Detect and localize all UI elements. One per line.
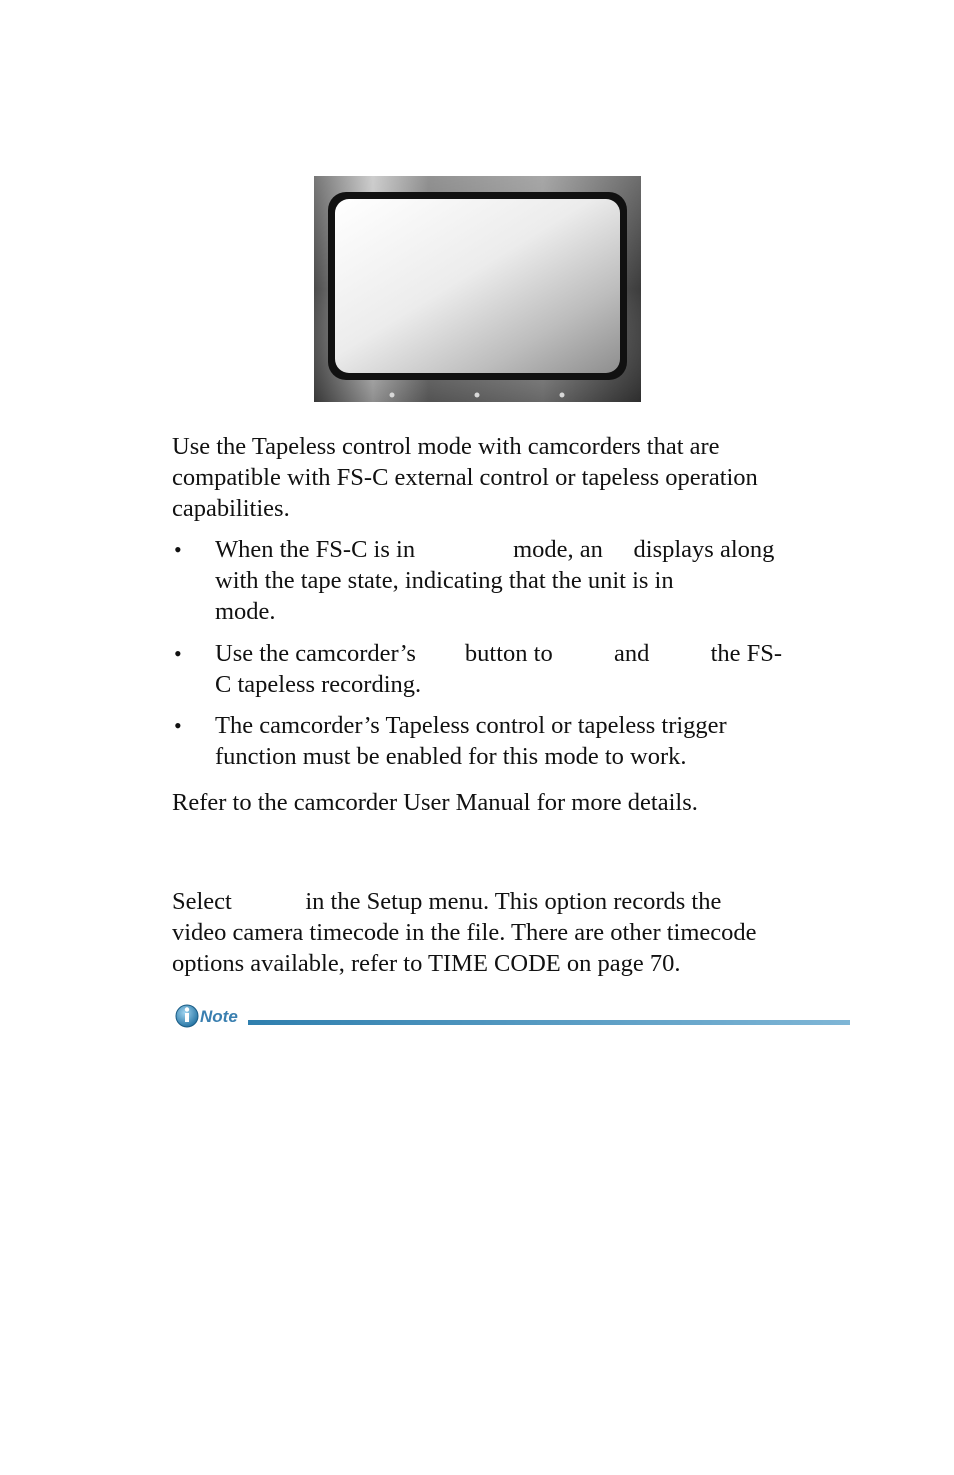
timecode-line: options available, refer to TIME CODE on page 70. (172, 950, 681, 977)
info-icon (176, 1005, 198, 1027)
refer-text: Refer to the camcorder User Manual for more details. (172, 789, 698, 816)
bullet-text (215, 638, 870, 700)
refer-paragraph (172, 787, 872, 818)
bullet-line: When the FS-C is in mode, an displays along (215, 536, 775, 563)
bullet-line: C tapeless recording. (215, 671, 422, 698)
bullet-line: Use the camcorder’s button to and the FS- (215, 640, 783, 667)
camcorder-screen-illustration (314, 176, 641, 402)
intro-line: capabilities. (172, 495, 290, 522)
note-rule (248, 1020, 850, 1025)
bullet-line: with the tape state, indicating that the unit is in (215, 567, 674, 594)
timecode-paragraph (172, 886, 872, 979)
intro-paragraph (172, 431, 872, 524)
indicator-dot (475, 393, 480, 398)
note-banner (174, 1002, 854, 1032)
note-label: Note (200, 1007, 238, 1026)
indicator-dot (390, 393, 395, 398)
intro-line: compatible with FS-C external control or tapeless operation (172, 464, 758, 491)
bullet-text (215, 710, 870, 772)
bullet-symbol: • (174, 713, 182, 738)
bullet-line: mode. (215, 598, 276, 625)
bullet-line: The camcorder’s Tapeless control or tapeless trigger (215, 712, 727, 739)
indicator-dot (560, 393, 565, 398)
timecode-line: Select in the Setup menu. This option records the (172, 888, 722, 915)
bullet-symbol: • (174, 537, 182, 562)
bullet-text (215, 534, 870, 627)
bullet-line: function must be enabled for this mode to work. (215, 743, 687, 770)
screen-display (335, 199, 620, 373)
timecode-line: video camera timecode in the file. There are other timecode (172, 919, 757, 946)
note-header (174, 1002, 854, 1032)
intro-line: Use the Tapeless control mode with camcorders that are (172, 433, 720, 460)
bullet-symbol: • (174, 641, 182, 666)
